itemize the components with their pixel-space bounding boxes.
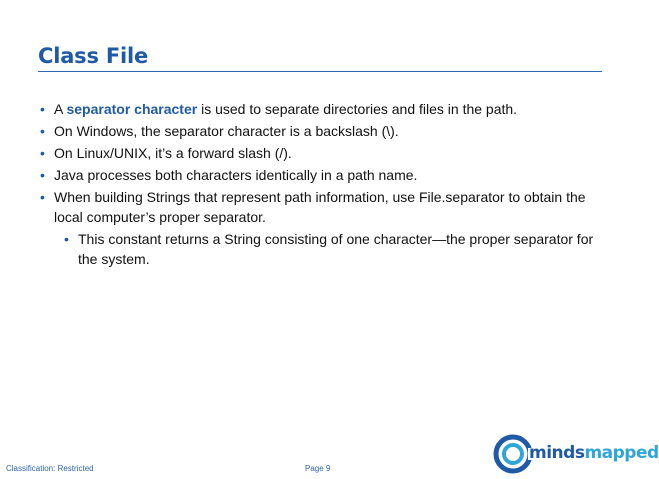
- bullet-item: [40, 165, 608, 185]
- bullet-text: When building Strings that represent path information, use File.separator to obtain the local computer’s proper separator.: [54, 189, 586, 225]
- bullet-item: [40, 121, 608, 141]
- bullet-dot-icon: •: [64, 231, 69, 247]
- bullet-item: [40, 99, 608, 119]
- bullet-dot-icon: •: [40, 167, 45, 183]
- bullet-text: On Windows, the separator character is a backslash (\).: [54, 123, 399, 139]
- bullet-text: On Linux/UNIX, it’s a forward slash (/).: [54, 145, 292, 161]
- brain-icon: [493, 433, 533, 475]
- sub-bullet-text: This constant returns a String consisting of one character—the proper separator for the system.: [78, 231, 594, 267]
- logo-word-part2: mapped: [584, 443, 659, 463]
- bullet-dot-icon: •: [40, 145, 45, 161]
- slide-title: Class File: [38, 44, 149, 68]
- bullet-item: [40, 143, 608, 163]
- logo-wordmark: [529, 443, 659, 463]
- logo-word-part1: minds: [529, 443, 585, 463]
- highlighted-term: separator character: [66, 101, 198, 117]
- title-underline: [38, 71, 602, 72]
- bullet-text-pre: A: [54, 101, 67, 117]
- bullet-item: [40, 187, 608, 227]
- bullet-dot-icon: •: [40, 101, 45, 117]
- footer-classification: Classification: Restricted: [6, 464, 94, 473]
- bullet-text: Java processes both characters identically in a path name.: [54, 167, 418, 183]
- mindsmapped-logo: [493, 431, 659, 477]
- bullet-list: [40, 99, 608, 271]
- footer-page-number: Page 9: [305, 464, 331, 473]
- bullet-dot-icon: •: [40, 189, 45, 205]
- bullet-dot-icon: •: [40, 123, 45, 139]
- bullet-text-post: is used to separate directories and files in the path.: [197, 101, 518, 117]
- sub-bullet-item: [64, 229, 608, 269]
